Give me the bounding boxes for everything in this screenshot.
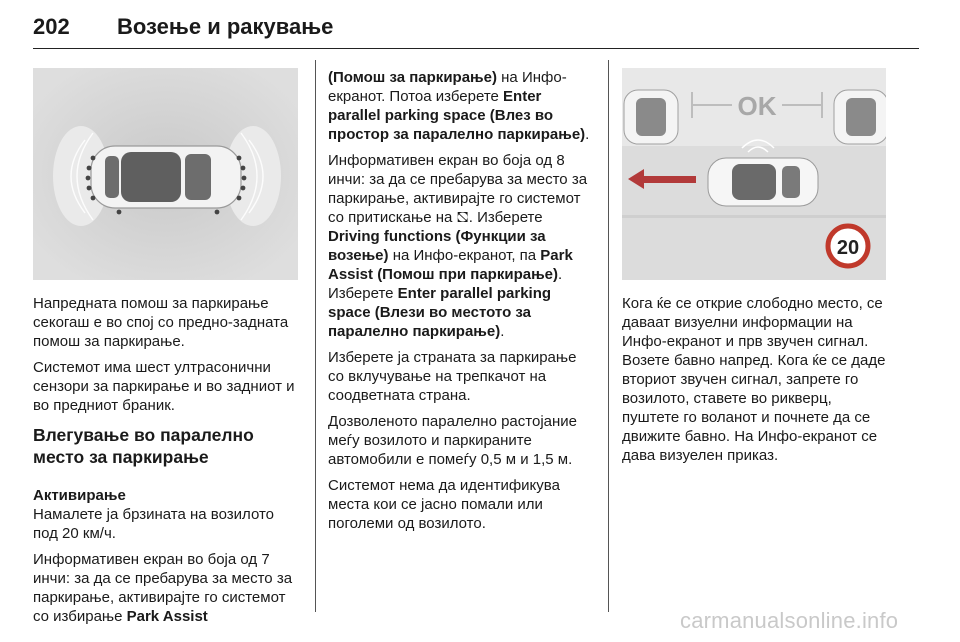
bold-term: Park Assist — [126, 608, 208, 625]
bold-term: Park Assist (Помош при паркирање) — [328, 247, 573, 283]
bold-term: Driving functions (Функции за возење) — [328, 228, 546, 264]
ok-label: OK — [737, 91, 777, 121]
page-header — [33, 10, 919, 49]
bold-term: Enter parallel parking space (Влез во простор за паралелно паркирање) — [328, 88, 586, 143]
paragraph: Системот нема да идентификува места кои се јасно помали или поголеми од возилото. — [328, 477, 560, 532]
column-divider — [608, 60, 609, 612]
menu-icon: ⛞ — [456, 209, 469, 226]
text: . Изберете — [468, 209, 543, 226]
text: Информативен екран во боја од 7 инчи: за да се пребарува за место за паркирање, активирајте го системот со избирање — [33, 551, 293, 625]
paragraph: Намалете ја брзината на возилото под 20 км/ч. — [33, 506, 275, 542]
paragraph: Кога ќе се открие слободно место, се даваат визуелни информации на Инфо-екранот и прв звучен сигнал. Возете бавно напред. Кога ќе се даде вториот звучен сигнал, запрете го возилото, ставете во рикверц, пуштете го воланот и почнете да се движите бавно. На Инфо-екранот се дава визуелен приказ. — [622, 295, 886, 464]
paragraph: Дозволеното паралелно растојание меѓу возилото и паркираните автомобили е помеѓу 0,5 м и 1,5 м. — [328, 413, 577, 468]
paragraph: Изберете ја страната за паркирање со вклучување на трепкачот на соодветната страна. — [328, 349, 577, 404]
column-divider — [315, 60, 316, 612]
subheading: Активирање — [33, 487, 126, 504]
text: . — [585, 126, 590, 143]
text: Информативен екран во боја од 8 инчи: за да се пребарува за место за паркирање, активирајте го системот со притискање на — [328, 152, 588, 226]
text: . Изберете — [328, 266, 563, 302]
column-2 — [328, 68, 594, 540]
paragraph: Системот има шест ултрасонични сензори за паркирање и во задниот и во предниот браник. — [33, 359, 295, 414]
parallel-parking-figure — [622, 68, 886, 280]
bold-term: (Помош за паркирање) — [328, 69, 497, 86]
paragraph — [33, 550, 301, 626]
watermark: carmanualsonline.info — [680, 608, 899, 633]
bold-term: Enter parallel parking space (Влези во местото за паралелно паркирање) — [328, 285, 552, 340]
text: . — [500, 323, 505, 340]
paragraph: Напредната помош за паркирање секогаш е во спој со предно-задната помош за паркирање. — [33, 295, 289, 350]
section-heading: Влегување во паралелно место за паркирање — [33, 425, 254, 467]
paragraph — [328, 68, 594, 144]
text: на Инфо-екранот, па — [388, 247, 541, 264]
column-1 — [33, 294, 301, 633]
column-3 — [622, 294, 890, 472]
page-title: Возење и ракување — [117, 14, 334, 39]
speed-limit-label: 20 — [836, 237, 860, 259]
text: на Инфо-екранот. Потоа изберете — [328, 69, 567, 105]
paragraph — [328, 151, 594, 341]
page-number: 202 — [33, 14, 70, 39]
parking-sensors-figure — [33, 68, 298, 280]
